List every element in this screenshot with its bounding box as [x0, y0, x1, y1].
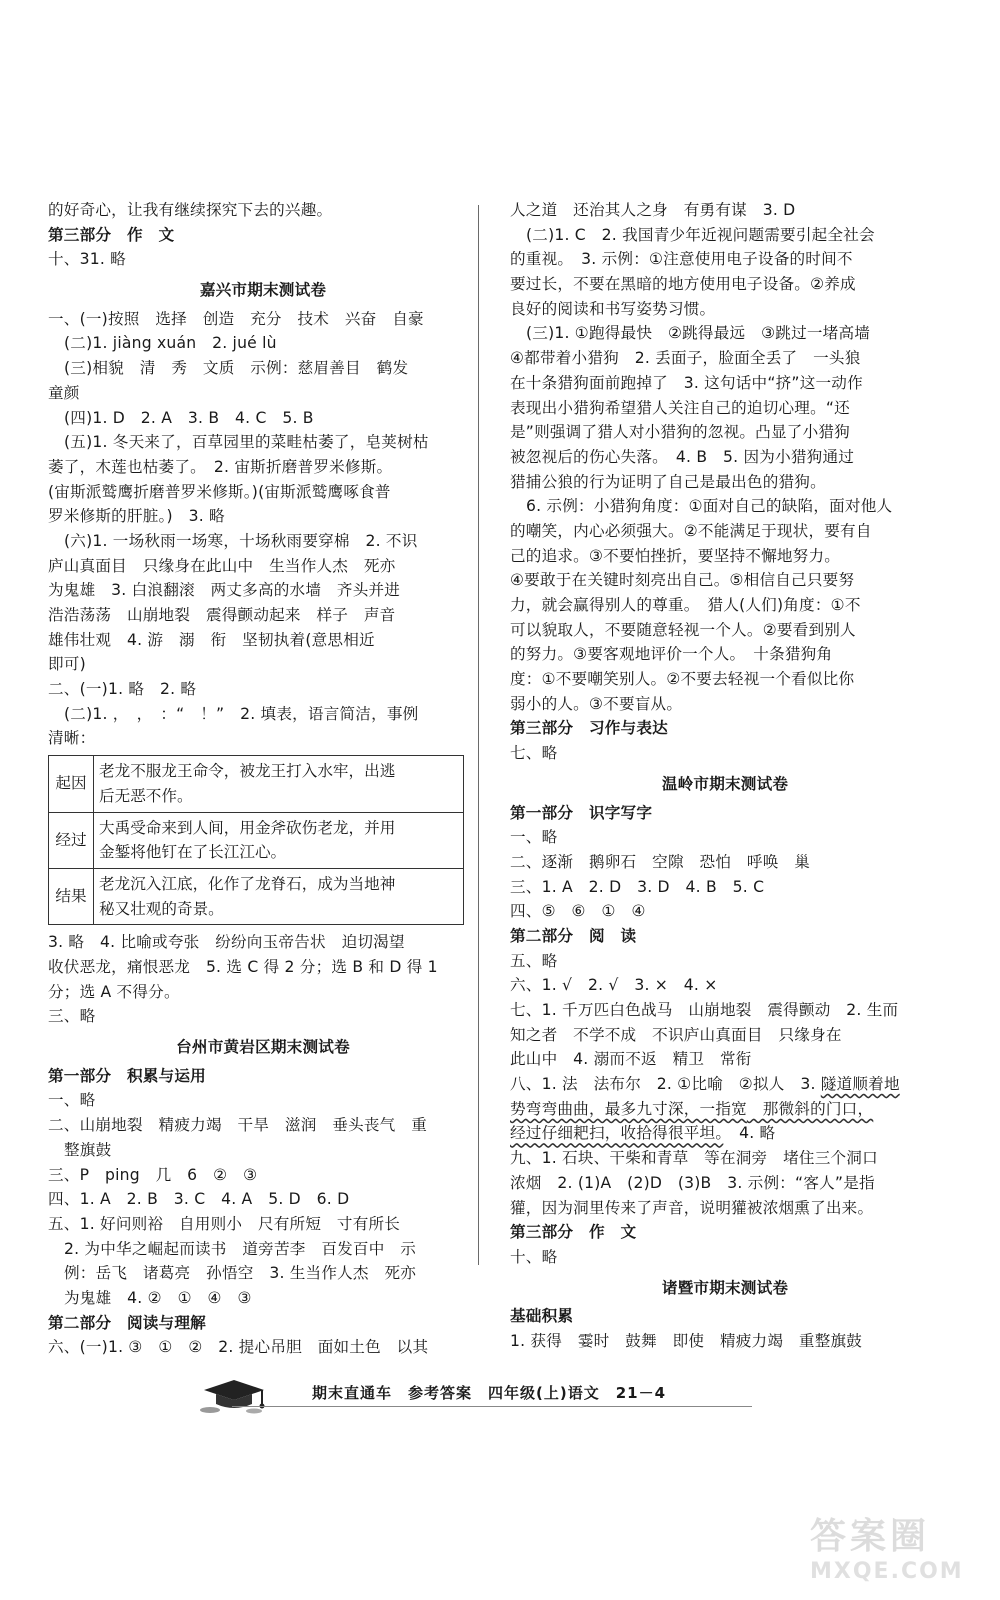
- text-line: 十、31. 略: [48, 250, 126, 269]
- text-line: 二、(一)1. 略 2. 略: [48, 680, 197, 699]
- text-line: 七、略: [510, 744, 558, 763]
- text-line: 例：岳飞 诸葛亮 孙悟空 3. 生当作人杰 死亦: [64, 1264, 417, 1283]
- text-line: 在十条猎狗面前跑掉了 3. 这句话中“挤”这一动作: [510, 373, 863, 392]
- exam-title: 诸暨市期末测试卷: [661, 1278, 789, 1297]
- text-line: 为鬼雄 4. ② ① ④ ③: [64, 1288, 252, 1307]
- left-column: [48, 198, 478, 1360]
- table-cell-value: [94, 756, 464, 812]
- text-line: [510, 1097, 940, 1122]
- cell-line: 老龙不服龙王命令，被龙王打入水牢，出逃: [99, 762, 396, 781]
- section-heading: 第三部分 作 文: [48, 225, 175, 244]
- text-line: 收伏恶龙，痛恨恶龙 5. 选 C 得 2 分；选 B 和 D 得 1: [48, 958, 438, 977]
- text-line: 为鬼雄 3. 白浪翻滚 两丈多高的水墙 齐头并进: [48, 581, 401, 600]
- text-line: 四、⑤ ⑥ ① ④: [510, 902, 646, 921]
- table-cell-value: [94, 868, 464, 924]
- text-line: 6. 示例：小猎狗角度：①面对自己的缺陷，面对他人: [526, 497, 893, 516]
- text-line: (二)1. ， ， ：“ ！” 2. 填表，语言简洁，事例: [64, 704, 419, 723]
- text-line: 獾，因为洞里传来了声音，说明獾被浓烟熏了出来。: [510, 1198, 874, 1217]
- section-heading: 第一部分 积累与运用: [48, 1066, 206, 1085]
- text-line: 己的追求。③不要怕挫折，要坚持不懈地努力。: [510, 546, 841, 565]
- table-cell-value: [94, 812, 464, 868]
- text-line: 人之道 还治其人之身 有勇有谋 3. D: [510, 201, 796, 219]
- text-line: (三)1. ①跑得最快 ②跳得最远 ③跳过一堵高墙: [526, 324, 871, 343]
- text-line: 五、略: [510, 951, 558, 970]
- text-line: (六)1. 一场秋雨一场寒，十场秋雨要穿棉 2. 不识: [64, 531, 418, 550]
- text-line: 六、(一)1. ③ ① ② 2. 提心吊胆 面如土色 以其: [48, 1338, 429, 1357]
- exam-title: 台州市黄岩区期末测试卷: [176, 1038, 350, 1057]
- text-line: 二、逐渐 鹅卵石 空隙 恐怕 呼唤 巢: [510, 852, 811, 871]
- table-cell-key: 结果: [49, 868, 94, 924]
- section-heading: 基础积累: [510, 1307, 574, 1326]
- text-line: 知之者 不学不成 不识庐山真面目 只缘身在: [510, 1025, 842, 1044]
- text-line: ④要敢于在关键时刻亮出自己。⑤相信自己只要努: [510, 571, 855, 590]
- table-cell-key: 经过: [49, 812, 94, 868]
- text-line: 是”则强调了猎人对小猎狗的忽视。凸显了小猎狗: [510, 423, 850, 442]
- text-line: 六、1. √ 2. √ 3. × 4. ×: [510, 976, 718, 995]
- text-line: 九、1. 石块、干柴和青草 等在洞旁 堵住三个洞口: [510, 1149, 878, 1168]
- text-line: 雄伟壮观 4. 游 溺 衔 坚韧执着(意思相近: [48, 630, 375, 649]
- table-row: [49, 868, 464, 924]
- text-line: 十、略: [510, 1247, 558, 1266]
- page-footer: [0, 1376, 1000, 1416]
- text-line: 被忽视后的伤心失落。 4. B 5. 因为小猎狗通过: [510, 447, 855, 466]
- text-line: 可以貌取人，不要随意轻视一个人。②要看到别人: [510, 620, 856, 639]
- story-table: [48, 755, 464, 925]
- text-line: 表现出小猎狗希望猎人关注自己的迫切心理。“还: [510, 398, 850, 417]
- text-line: 良好的阅读和书写姿势习惯。: [510, 299, 716, 318]
- text-line: 清晰：: [48, 729, 96, 748]
- text-line: (二)1. C 2. 我国青少年近视问题需要引起全社会: [526, 225, 875, 244]
- text-line: (三)相貌 清 秀 文质 示例：慈眉善目 鹤发: [64, 359, 409, 378]
- cell-line: 后无恶不作。: [99, 786, 193, 805]
- cell-line: 老龙沉入江底，化作了龙脊石，成为当地神: [99, 874, 396, 893]
- column-divider: [478, 205, 479, 1265]
- text-line: 分；选 A 不得分。: [48, 982, 180, 1001]
- text-line: 2. 为中华之崛起而读书 道旁苦李 百发百中 示: [64, 1239, 417, 1258]
- text-line: 一、(一)按照 选择 创造 充分 技术 兴奋 自豪: [48, 309, 424, 328]
- text-line: 3. 略 4. 比喻或夸张 纷纷向玉帝告状 迫切渴望: [48, 933, 405, 952]
- text-line: [510, 1121, 940, 1146]
- text-line: 萎了，木莲也枯萎了。 2. 宙斯折磨普罗米修斯。: [48, 457, 393, 476]
- exam-title: 温岭市期末测试卷: [661, 774, 789, 793]
- text-line: 力，就会赢得别人的尊重。 猎人(人们)角度：①不: [510, 596, 861, 614]
- text-line: 整旗鼓: [64, 1140, 112, 1159]
- text-line: 五、1. 好问则裕 自用则小 尺有所短 寸有所长: [48, 1214, 401, 1233]
- text-line: ④都带着小猎狗 2. 丢面子，脸面全丢了 一头狼: [510, 349, 861, 368]
- text-line: 七、1. 千万匹白色战马 山崩地裂 震得颤动 2. 生而: [510, 1001, 899, 1019]
- underlined-text: 那微斜的门口，: [746, 1099, 874, 1118]
- text-line: 二、山崩地裂 精疲力竭 干旱 滋润 垂头丧气 重: [48, 1116, 428, 1135]
- exam-title: 嘉兴市期末测试卷: [199, 281, 327, 300]
- text-line: 罗米修斯的肝脏。) 3. 略: [48, 507, 225, 526]
- text-line: 即可): [48, 655, 86, 674]
- watermark-logo: [810, 1508, 990, 1594]
- table-cell-key: 起因: [49, 756, 94, 812]
- text-line: [510, 1072, 940, 1097]
- section-heading: 第二部分 阅 读: [510, 926, 637, 945]
- text-line: 的嘲笑，内心必须强大。②不能满足于现状，要有自: [510, 521, 872, 540]
- section-heading: 第一部分 识字写字: [510, 803, 653, 822]
- text-line: 童颜: [48, 383, 80, 402]
- text-line: 浓烟 2. (1)A (2)D (3)B 3. 示例：“客人”是指: [510, 1173, 875, 1192]
- text-line: 一、略: [48, 1091, 96, 1110]
- footer-text: 期末直通车 参考答案 四年级(上)语文 21－4: [312, 1384, 667, 1402]
- text-line: 1. 获得 霎时 鼓舞 即使 精疲力竭 重整旗鼓: [510, 1331, 863, 1350]
- text-line: 猎捕公狼的行为证明了自己是最出色的猎狗。: [510, 472, 826, 491]
- text-line: (宙斯派鹫鹰折磨普罗米修斯。)(宙斯派鹫鹰啄食普: [48, 482, 391, 501]
- cell-line: 金錾将他钉在了长江江心。: [99, 843, 287, 862]
- text-line: 一、略: [510, 828, 558, 847]
- text-line: 庐山真面目 只缘身在此山中 生当作人杰 死亦: [48, 556, 396, 575]
- text-line: 的努力。③要客观地评价一个人。 十条猎狗角: [510, 645, 833, 664]
- graduation-cap-icon: [196, 1376, 268, 1414]
- cell-line: 大禹受命来到人间，用金斧砍伤老龙，并用: [99, 818, 396, 837]
- text-segment: 4. 略: [723, 1124, 776, 1143]
- cell-line: 秘又壮观的奇景。: [99, 899, 224, 918]
- underlined-text: 经过仔细耙扫，收拾得很平坦。: [510, 1124, 724, 1143]
- text-line: 的重视。 3. 示例：①注意使用电子设备的时间不: [510, 250, 853, 269]
- text-line: 三、略: [48, 1007, 96, 1026]
- text-line: (二)1. jiàng xuán 2. jué lù: [64, 334, 277, 353]
- text-line: 四、1. A 2. B 3. C 4. A 5. D 6. D: [48, 1190, 350, 1209]
- watermark-title: 答案圈: [810, 1516, 931, 1557]
- text-line: 度：①不要嘲笑别人。②不要去轻视一个看似比你: [510, 670, 855, 689]
- underlined-text: 隧道顺着地: [820, 1075, 900, 1094]
- text-line: 要过长，不要在黑暗的地方使用电子设备。②养成: [510, 275, 856, 294]
- text-line: 此山中 4. 溺而不返 精卫 常衔: [510, 1050, 752, 1069]
- text-line: 三、P ping 几 6 ② ③: [48, 1165, 258, 1184]
- section-heading: 第二部分 阅读与理解: [48, 1313, 206, 1332]
- table-row: [49, 812, 464, 868]
- footer-rule: [232, 1406, 752, 1407]
- text-line: 弱小的人。③不要盲从。: [510, 694, 683, 713]
- text-line: (五)1. 冬天来了，百草园里的菜畦枯萎了，皂荚树枯: [64, 433, 429, 452]
- text-line: 浩浩荡荡 山崩地裂 震得颤动起来 样子 声音: [48, 606, 396, 624]
- underlined-text: 势弯弯曲曲，最多九寸深，一指宽: [510, 1099, 747, 1118]
- text-line: 三、1. A 2. D 3. D 4. B 5. C: [510, 877, 765, 896]
- text-segment: 八、1. 法 法布尔 2. ①比喻 ②拟人 3.: [510, 1075, 821, 1094]
- table-row: [49, 756, 464, 812]
- text-line: (四)1. D 2. A 3. B 4. C 5. B: [64, 408, 314, 427]
- section-heading: 第三部分 作 文: [510, 1223, 637, 1242]
- section-heading: 第三部分 习作与表达: [510, 719, 668, 738]
- watermark-url: MXQE.COM: [810, 1559, 964, 1584]
- right-column: [510, 198, 940, 1354]
- text-line: 的好奇心，让我有继续探究下去的兴趣。: [48, 201, 333, 219]
